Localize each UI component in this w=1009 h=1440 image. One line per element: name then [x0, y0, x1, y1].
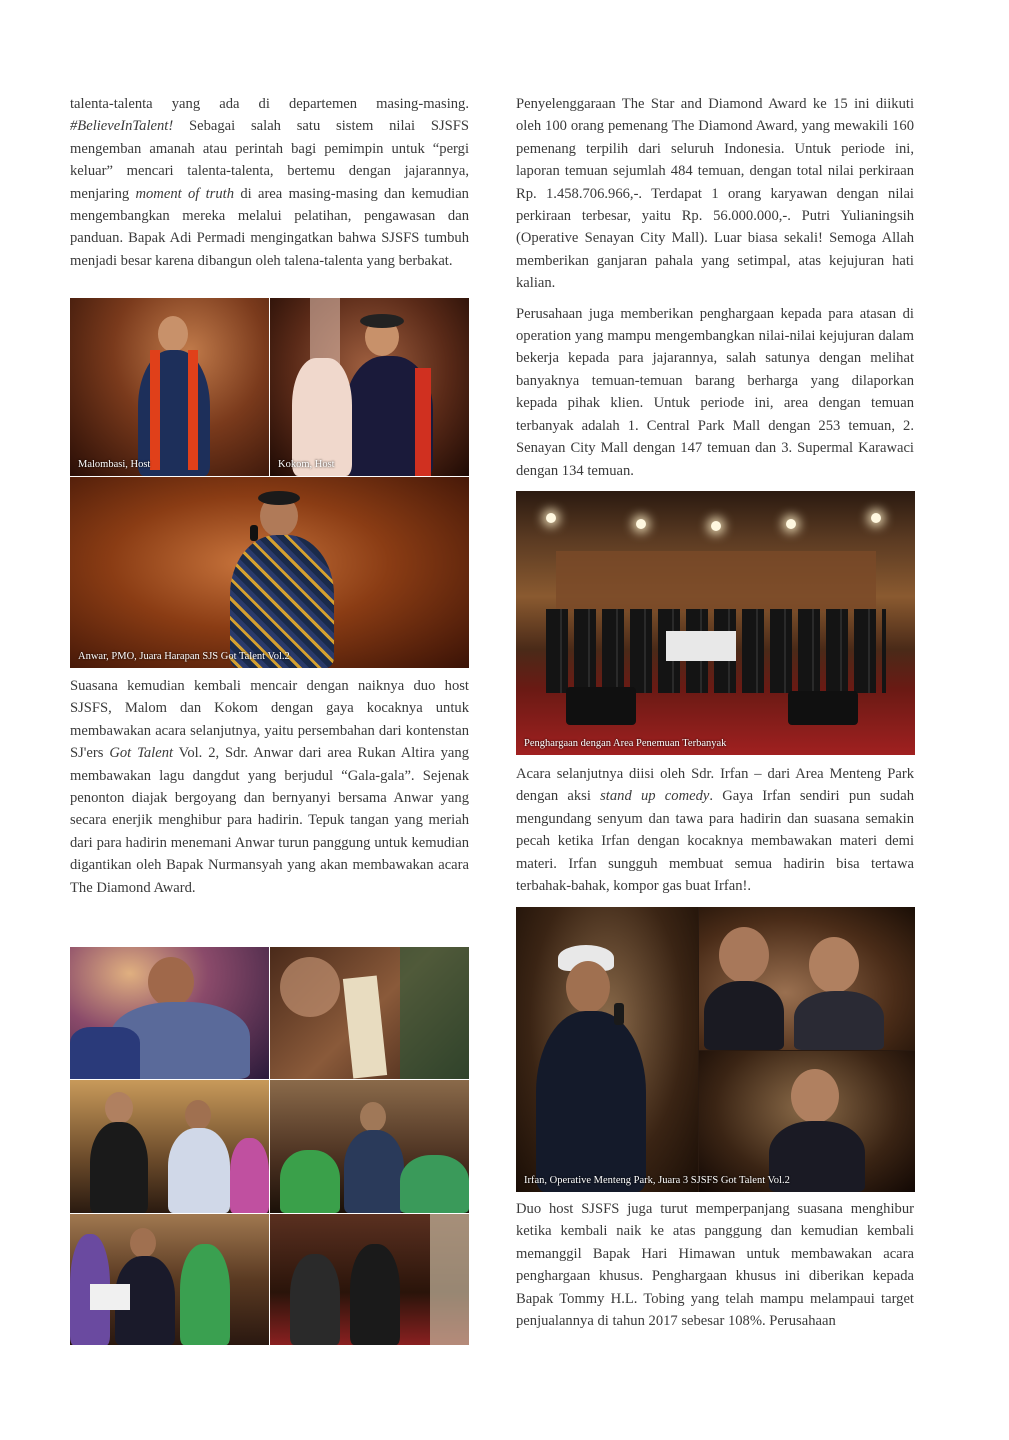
left-paragraph-2: Suasana kemudian kembali mencair dengan naiknya duo host SJSFS, Malom dan Kokom dengan gaya kocaknya untuk membawakan acara selanjutnya, yaitu persembahan dari kontenstan SJ'ers Got Talent Vol. 2, Sdr. Anwar dari area Rukan Altira yang membawakan lagu dangdut yang berjudul “Gala-gala”. Sejenak penonton diajak bergoyang dan bernyanyi bersama Anwar yang secara enerjik menghibur para hadirin. Tepuk tangan yang meriah dari para hadirin menemani Anwar turun panggung untuk kemudian digantikan oleh Bapak Nurmansyah yang akan membawakan acara The Diamond Award.	[70, 678, 470, 896]
caption-penghargaan: Penghargaan dengan Area Penemuan Terbanyak	[524, 738, 727, 749]
collage-photo-6	[270, 1214, 469, 1345]
right-paragraph-1: Penyelenggaraan The Star and Diamond Award ke 15 ini diikuti oleh 100 orang pemenang The Diamond Award, yang mewakili 160 pemenang terpilih dari seluruh Indonesia. Untuk periode ini, laporan temuan sejumlah 484 temuan, dengan total nilai perkiraan Rp. 1.458.706.966,-. Terdapat 1 orang karyawan dengan nilai perkiraan terbesar, yaitu Rp. 56.000.000,-. Putri Yulianingsih (Operative Senayan City Mall). Luar biasa sekali! Semoga Allah memberikan ganjaran pahala yang setimpal, atas kejujuran hati kalian.	[516, 96, 914, 292]
caption-kokom: Kokom, Host	[278, 459, 335, 470]
collage-photo-2	[270, 947, 469, 1079]
caption-irfan: Irfan, Operative Menteng Park, Juara 3 SJSFS Got Talent Vol.2	[524, 1175, 790, 1186]
caption-anwar: Anwar, PMO, Juara Harapan SJS Got Talent Vol.2	[78, 651, 290, 662]
right-paragraph-2: Perusahaan juga memberikan penghargaan kepada para atasan di operation yang mampu mengembangkan nilai-nilai kejujuran dalam bekerja kepada para jajarannya, salah satunya dengan melihat banyaknya temuan-temuan barang berharga yang dilaporkan kepada pihak klien. Untuk periode ini, area dengan temuan terbanyak adalah 1. Central Park Mall dengan 253 temuan, 2. Senayan City Mall dengan 147 temuan dan 3. Supermal Karawaci dengan 134 temuan.	[516, 305, 914, 479]
photo-irfan	[516, 907, 915, 1192]
photo-kokom-host	[270, 298, 469, 476]
photo-malombasi-host	[70, 298, 269, 476]
photo-anwar	[70, 477, 469, 668]
right-paragraph-4: Duo host SJSFS juga turut memperpanjang suasana menghibur ketika kembali naik ke atas panggung dan kemudian kembali memanggil Bapak Hari Himawan untuk membawakan acara penghargaan khusus. Penghargaan khusus ini diberikan kepada Bapak Tommy H.L. Tobing yang telah mampu melampaui target penjualannya di tahun 2017 sebesar 108%. Perusahaan	[516, 1201, 914, 1330]
right-column-middle	[516, 763, 914, 897]
right-paragraph-3: Acara selanjutnya diisi oleh Sdr. Irfan – dari Area Menteng Park dengan aksi stand up comedy. Gaya Irfan sendiri pun sudah mengundang senyum dan tawa para hadirin dan suasana semakin pecah ketika Irfan dengan kocaknya membawakan materi demi materi. Irfan sungguh membuat semua hadirin bisa tertawa terbahak-bahak, kompor gas buat Irfan!.	[516, 766, 914, 895]
collage-photo-3	[70, 1080, 269, 1213]
right-column-bottom	[516, 1198, 914, 1332]
collage-photo-1	[70, 947, 269, 1079]
collage-photo-5	[70, 1214, 269, 1345]
left-column-top	[70, 93, 469, 272]
right-column-top	[516, 93, 914, 482]
photo-penghargaan-stage	[516, 491, 915, 755]
left-column-bottom	[70, 675, 469, 899]
collage-photo-4	[270, 1080, 469, 1213]
caption-malombasi: Malombasi, Host	[78, 459, 151, 470]
left-paragraph-1: talenta-talenta yang ada di departemen masing-masing. #BelieveInTalent! Sebagai salah satu sistem nilai SJSFS mengemban amanah atau perintah bagi pemimpin untuk “pergi keluar” mencari talenta-talenta, bertemu dengan jajarannya, menjaring moment of truth di area masing-masing dan kemudian mengembangkan mereka melalui pelatihan, pengawasan dan panduan. Bapak Adi Permadi mengingatkan bahwa SJSFS tumbuh menjadi besar karena dibangun oleh talena-talenta yang berbakat.	[70, 96, 469, 269]
